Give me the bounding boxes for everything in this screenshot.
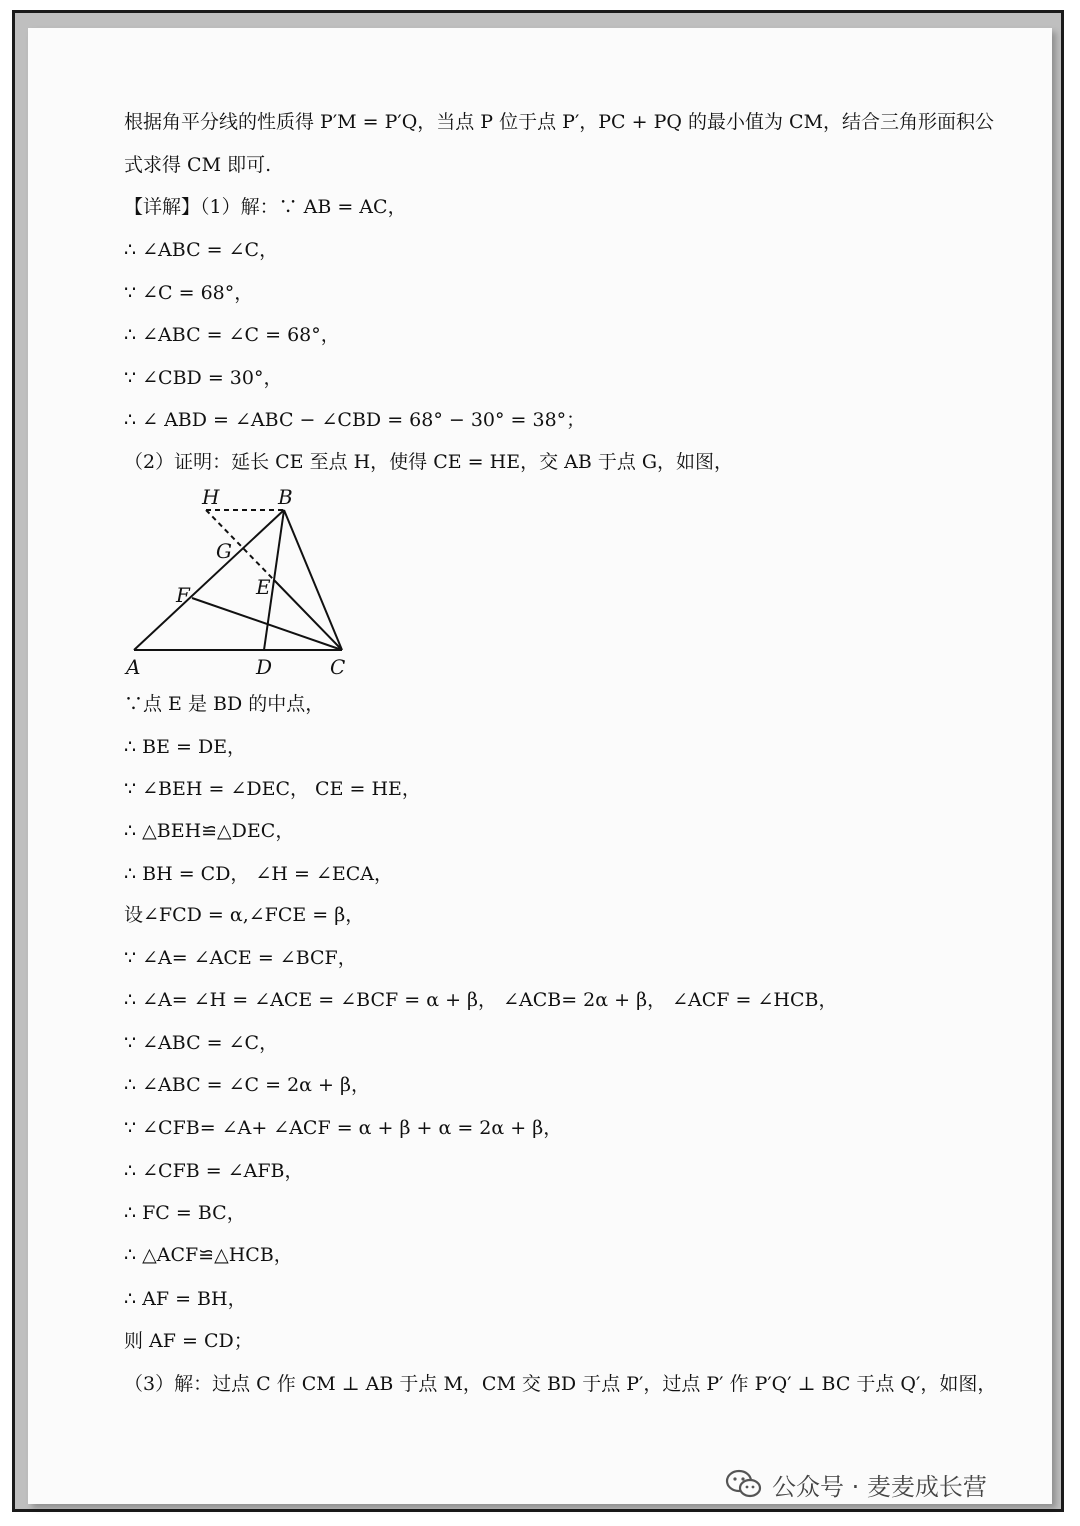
- text-line-16: ∵ ∠A= ∠ACE = ∠BCF，: [124, 947, 357, 969]
- label-d: D: [256, 655, 273, 679]
- text-line-6: ∴ ∠ABC = ∠C = 68°，: [124, 324, 340, 346]
- text-line-12: ∵ ∠BEH = ∠DEC， CE = HE，: [124, 778, 421, 800]
- text-line-3: 【详解】（1）解：∵ AB = AC，: [124, 196, 407, 218]
- text-line-17: ∴ ∠A= ∠H = ∠ACE = ∠BCF = α + β， ∠ACB= 2α + β， ∠ACF = ∠HCB，: [124, 989, 838, 1011]
- text-line-2: 式求得 CM 即可.: [124, 154, 272, 176]
- geometry-diagram: [120, 484, 360, 684]
- text-line-11: ∴ BE = DE，: [124, 736, 247, 758]
- text-line-10: ∵点 E 是 BD 的中点，: [124, 693, 325, 715]
- text-line-21: ∴ ∠CFB = ∠AFB，: [124, 1160, 304, 1182]
- label-a: A: [126, 655, 141, 679]
- text-line-22: ∴ FC = BC，: [124, 1202, 246, 1224]
- segment-bc: [284, 510, 342, 650]
- text-line-19: ∴ ∠ABC = ∠C = 2α + β，: [124, 1074, 370, 1096]
- text-line-20: ∵ ∠CFB= ∠A+ ∠ACF = α + β + α = 2α + β，: [124, 1117, 563, 1139]
- label-e: E: [256, 575, 271, 599]
- label-b: B: [278, 485, 293, 509]
- watermark-text: 公众号 · 麦麦成长营: [772, 1472, 987, 1501]
- text-line-25: 则 AF = CD；: [124, 1330, 253, 1352]
- text-line-14: ∴ BH = CD， ∠H = ∠ECA，: [124, 863, 394, 885]
- label-h: H: [202, 485, 220, 509]
- label-g: G: [216, 539, 232, 563]
- text-line-18: ∵ ∠ABC = ∠C，: [124, 1032, 279, 1054]
- text-line-15: 设∠FCD = α,∠FCE = β，: [124, 904, 365, 926]
- text-line-13: ∴ △BEH≌△DEC，: [124, 820, 295, 842]
- text-line-9: （2）证明：延长 CE 至点 H，使得 CE = HE，交 AB 于点 G，如图，: [124, 451, 734, 473]
- label-c: C: [330, 655, 346, 679]
- text-line-7: ∵ ∠CBD = 30°，: [124, 367, 283, 389]
- text-line-1: 根据角平分线的性质得 P′M = P′Q，当点 P 位于点 P′，PC + PQ 的最小值为 CM，结合三角形面积公: [124, 111, 995, 133]
- segment-fc: [192, 598, 342, 650]
- wechat-icon: [724, 1467, 764, 1501]
- text-line-26: （3）解：过点 C 作 CM ⊥ AB 于点 M，CM 交 BD 于点 P′，过点 P′ 作 P′Q′ ⊥ BC 于点 Q′，如图，: [124, 1373, 997, 1395]
- text-line-8: ∴ ∠ ABD = ∠ABC − ∠CBD = 68° − 30° = 38°；: [124, 409, 586, 431]
- label-f: F: [176, 583, 190, 607]
- text-line-24: ∴ AF = BH，: [124, 1288, 247, 1310]
- text-line-5: ∵ ∠C = 68°，: [124, 282, 254, 304]
- watermark: [724, 1464, 987, 1504]
- text-line-4: ∴ ∠ABC = ∠C，: [124, 239, 279, 261]
- text-line-23: ∴ △ACF≌△HCB，: [124, 1244, 293, 1266]
- segment-ec: [274, 580, 342, 650]
